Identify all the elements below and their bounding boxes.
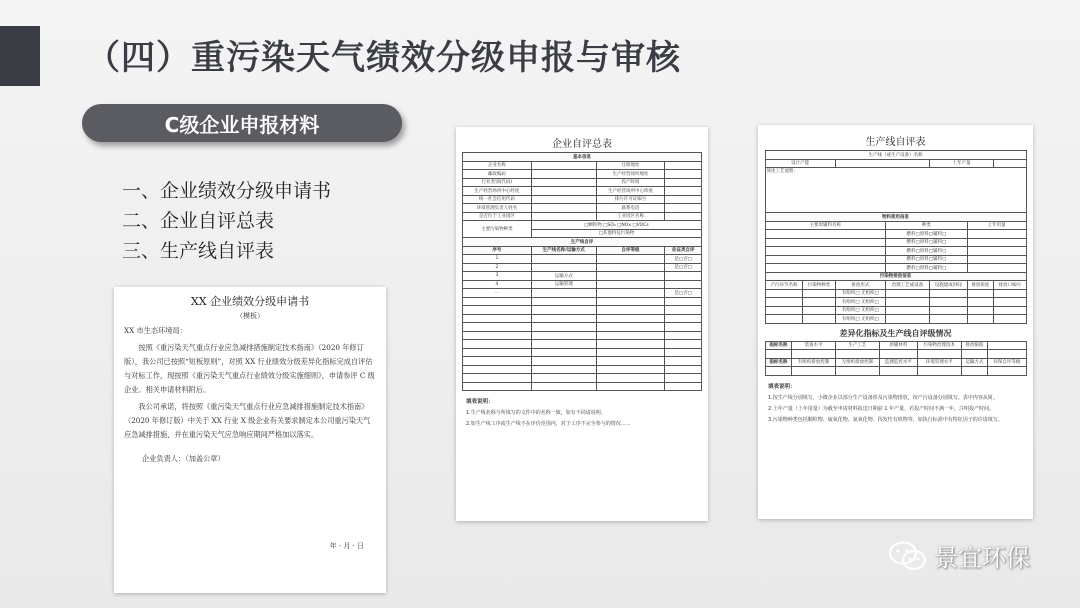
form2-notes-title: 填表说明：: [768, 383, 796, 390]
form2-cell: 有组织□ 无组织□: [835, 298, 885, 307]
form1-cell: 2: [463, 263, 532, 272]
form1-cell: 主要污染物种类: [463, 221, 532, 238]
form2-diff-table: [765, 341, 1027, 376]
form1-notes-title: 填表说明：: [466, 399, 494, 405]
form2-diff-title: 差异化指标及生产线自评级情况: [839, 328, 952, 338]
form2-cell: 环境管理水平: [917, 358, 961, 367]
form2-table: [765, 150, 1027, 324]
form2-cell: 监测监控水平: [879, 358, 917, 367]
form2-cell: 燃料□原料□辅料□: [886, 230, 968, 239]
form2-col-header: 上年用量: [967, 221, 1026, 230]
form1-cell: 生产经营场所地址: [596, 170, 665, 179]
form1-cell: 企业名称: [463, 161, 532, 170]
section-pill-label: C级企业申报材料: [164, 112, 320, 137]
form1-cell: 注册地址: [596, 161, 665, 170]
form1-cell: 1: [463, 255, 532, 264]
form2-cell: 有组织排放控制: [792, 358, 836, 367]
form1-col-header: 自评等级: [596, 246, 665, 255]
form2-col-header: 产污环节名称: [765, 281, 803, 290]
form1-cell: 4: [463, 280, 532, 289]
form2-cell: 污染物治理技术: [917, 341, 961, 350]
list-item: 二、企业自评总表: [122, 210, 275, 232]
form1-cell: 是□否□: [665, 255, 702, 264]
form2-cell: 有组织□ 无组织□: [835, 315, 885, 324]
form2-cell: 燃料□原料□辅料□: [886, 247, 968, 256]
form2-cell: 排放限值: [961, 341, 988, 350]
form1-cell: 投产时间: [596, 178, 665, 187]
form2-cell: 指标名称: [765, 341, 792, 350]
form1-title: 企业自评总表: [552, 139, 612, 150]
form1-col-header: 生产线名称/运输方式: [531, 246, 596, 255]
form2-cell: 生产线（或生产设备）名称: [765, 151, 1026, 160]
form2-cell: 上年产量: [929, 159, 993, 168]
form2-col-header: 设施建成时间: [929, 281, 967, 290]
form2-cell: 原辅材料: [879, 341, 917, 350]
form2-cell: 有组织□ 无组织□: [835, 289, 885, 298]
form2-cell: 简述工艺流程：: [765, 168, 1026, 213]
brand-name: 景宜环保: [934, 544, 1030, 572]
letter-salutation: XX 市生态环境局：: [124, 326, 187, 335]
form2-cell: 设计产能: [765, 159, 835, 168]
form1-cell: 生产经营场所中心经度: [463, 187, 532, 196]
form1-cell: 运输方式: [531, 272, 596, 281]
form1-cell: 环境管理负责人姓名: [463, 204, 532, 213]
form1-section-line: 生产线自评: [463, 238, 702, 247]
production-line-form-thumbnail: [758, 125, 1033, 519]
form1-cell: 是□否□: [665, 289, 702, 298]
form2-cell: 燃料□原料□辅料□: [886, 255, 968, 264]
form1-note: 1.生产线名称与所填写的文件中的名称一致，如有不同请说明。: [466, 410, 606, 416]
form1-cell: 是□否□: [665, 263, 702, 272]
form2-cell: 燃料□原料□辅料□: [886, 264, 968, 273]
letter-paragraph: 按照《重污染天气重点行业应急减排措施制定技术指南》（2020 年修订版），我公司已按照“短板原则”，对照 XX 行业绩效分级差异化指标完成自评估与对标工作，现按照《重污染天气重点行业绩效分级实施细则》，申请参评 C 级企业。相关申请材料附后。: [124, 343, 375, 394]
section-pill: [82, 104, 402, 142]
title-accent-bar: [0, 26, 40, 86]
wechat-icon: [888, 540, 928, 572]
list-item: 一、企业绩效分级申请书: [122, 180, 332, 202]
form2-cell: 运输方式: [961, 358, 988, 367]
form2-title: 生产线自评表: [865, 137, 926, 148]
form2-section-material: 物料使用信息: [765, 213, 1026, 222]
materials-list: [122, 176, 331, 266]
form2-section-treat: 污染物排放信息: [765, 272, 1026, 281]
form2-note: 3.污染物种类包括颗粒物、硫氧化物、氮氧化物、挥发性有机物等，如执行标准中有特征因子的许请填写。: [768, 416, 1003, 423]
form1-cell: 工业园区名称: [596, 212, 665, 221]
slide-title: （四）重污染天气绩效分级申报与审核: [86, 38, 681, 78]
form2-col-header: 排放口编号: [994, 281, 1026, 290]
form2-cell: 指标名称: [765, 358, 792, 367]
form2-note: 1.按生产线分别填写，小微企业以部分生产设备涉及污染物排放，按产污设备分别填写。表中内容从简。: [768, 394, 998, 401]
letter-date: 年 · 月 · 日: [329, 542, 364, 550]
form1-col-header: 佐证类自评: [665, 246, 702, 255]
form1-cell: □颗粒物 □SO₂ □NOx □VOCs: [531, 221, 701, 230]
brand-watermark: [888, 538, 1030, 573]
form2-note: 2.上年产量（上年用量）为截至申请材料报送日期前 1 年产量，若投产时间不满一年，注明投产时间。: [768, 405, 995, 412]
application-letter-thumbnail: [114, 287, 386, 593]
form1-notes: [466, 397, 698, 430]
form2-cell: 燃料□原料□辅料□: [886, 238, 968, 247]
form1-cell: 联系电话: [596, 204, 665, 213]
form2-notes: [768, 382, 1023, 426]
form2-col-header: 污染物种类: [803, 281, 835, 290]
list-item: 三、生产线自评表: [122, 240, 275, 262]
form2-cell: 无组织排放控制: [835, 358, 879, 367]
form1-cell: 3: [463, 272, 532, 281]
form1-cell: 运输管理: [531, 280, 596, 289]
form1-cell: □其他特征污染物: [531, 229, 701, 238]
form2-col-header: 种类: [886, 221, 968, 230]
form1-cell: 排污许可证编号: [596, 195, 665, 204]
letter-paragraph: 我公司承诺，将按照《重污染天气重点行业应急减排措施制定技术指南》（2020 年修订版）中关于 XX 行业 X 级企业有关要求制定本公司重污染天气应急减排措施，并在重污染天气应急响应期间严格加以落实。: [124, 402, 371, 439]
form2-col-header: 排放形式: [835, 281, 885, 290]
form1-cell: 是否位于工业园区: [463, 212, 532, 221]
letter-title: XX 企业绩效分级申请书: [190, 295, 310, 308]
self-assessment-summary-thumbnail: [456, 127, 708, 521]
form1-col-header: 序号: [463, 246, 532, 255]
form1-cell: 行业类别(代码): [463, 178, 532, 187]
form2-col-header: 主要原辅料名称: [765, 221, 886, 230]
form1-cell: 统一社会信用代码: [463, 195, 532, 204]
form1-cell: ...: [463, 289, 532, 298]
form1-note: 2.如生产线工序或生产线不在评价范围内，对于工序不完全参与的情况……: [466, 421, 631, 427]
form2-cell: 有组织□ 无组织□: [835, 306, 885, 315]
form2-cell: 生产工艺: [835, 341, 879, 350]
letter-signature: 企业负责人：（加盖公章）: [142, 454, 225, 463]
form2-col-header: 排放浓度: [967, 281, 994, 290]
letter-subtitle: （模板）: [236, 312, 264, 320]
form2-cell: 环保自评等级: [988, 358, 1026, 367]
form1-section-basic: 基本信息: [463, 153, 702, 162]
form2-cell: 装备水平: [792, 341, 836, 350]
form2-col-header: 治理工艺或设备: [886, 281, 930, 290]
form1-cell: 邮政编码: [463, 170, 532, 179]
form1-cell: 生产经营场所中心纬度: [596, 187, 665, 196]
form1-table: [462, 152, 702, 391]
